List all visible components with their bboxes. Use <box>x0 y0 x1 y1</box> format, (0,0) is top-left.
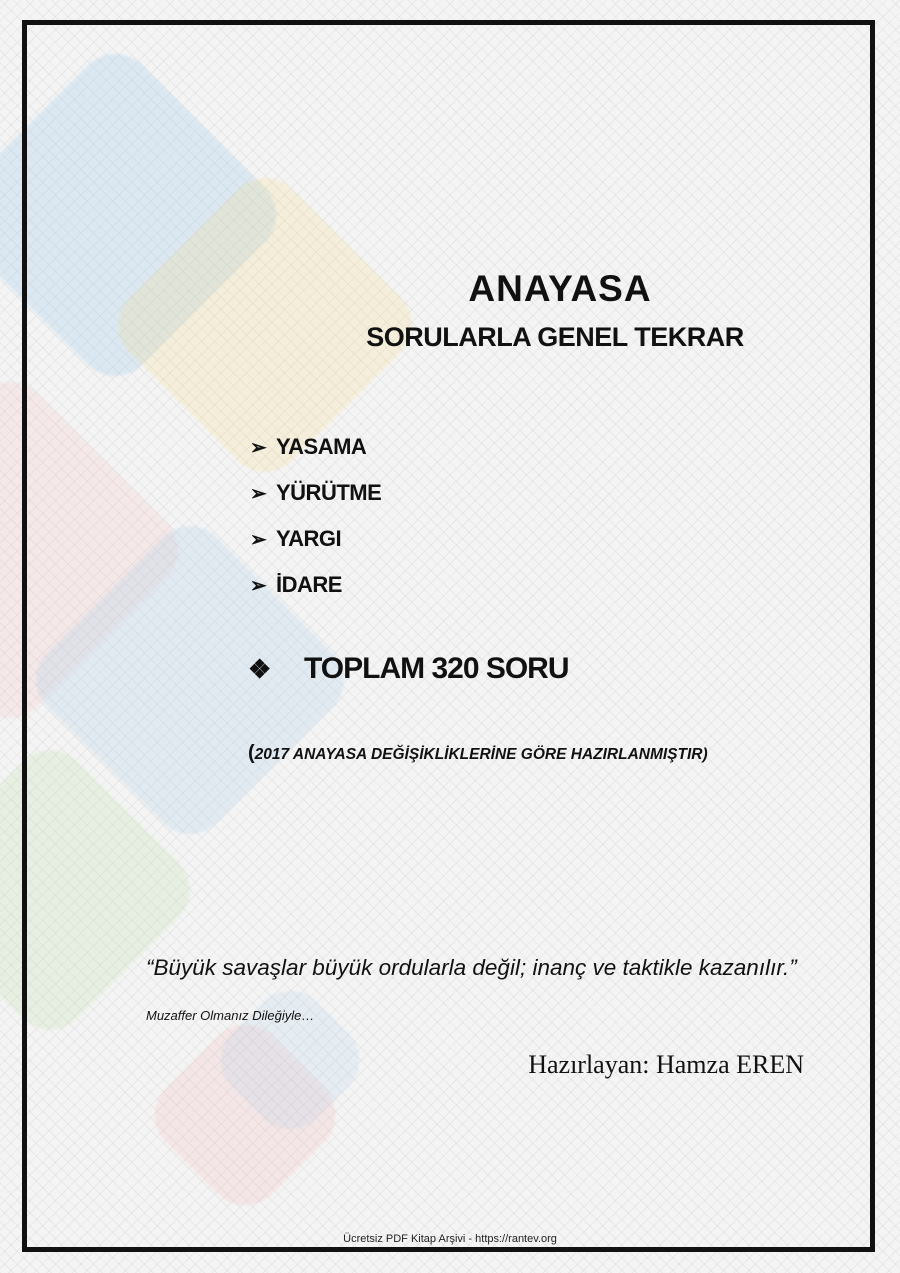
diamond-bullet-icon: ❖ <box>248 653 271 684</box>
topic-item <box>250 516 381 562</box>
arrow-bullet-icon: ➢ <box>250 482 267 505</box>
document-title: ANAYASA <box>468 268 652 309</box>
edition-note-text: 2017 ANAYASA DEĞİŞİKLİKLERİNE GÖRE HAZIRLANMIŞTIR) <box>254 746 708 763</box>
topic-label: YASAMA <box>276 434 367 459</box>
arrow-bullet-icon: ➢ <box>250 528 267 551</box>
topic-item <box>250 562 381 608</box>
question-total <box>248 652 569 686</box>
arrow-bullet-icon: ➢ <box>250 436 267 459</box>
wish-text: Muzaffer Olmanız Dileğiyle… <box>146 1008 315 1023</box>
topic-label: YARGI <box>276 526 342 551</box>
edition-note-paren: ( <box>248 742 255 764</box>
topic-item <box>250 424 381 470</box>
quote-text: “Büyük savaşlar büyük ordularla değil; inanç ve taktikle kazanılır.” <box>146 955 797 980</box>
arrow-bullet-icon: ➢ <box>250 574 267 597</box>
edition-note <box>248 742 708 765</box>
topic-item <box>250 470 381 516</box>
question-total-label: TOPLAM 320 SORU <box>304 652 569 685</box>
document-subtitle: SORULARLA GENEL TEKRAR <box>366 322 744 352</box>
author-credit: Hazırlayan: Hamza EREN <box>528 1050 804 1079</box>
topic-list <box>250 424 381 608</box>
footer-text: Ücretsiz PDF Kitap Arşivi - https://rantev.org <box>343 1233 557 1245</box>
topic-label: YÜRÜTME <box>276 480 382 505</box>
topic-label: İDARE <box>276 572 342 597</box>
